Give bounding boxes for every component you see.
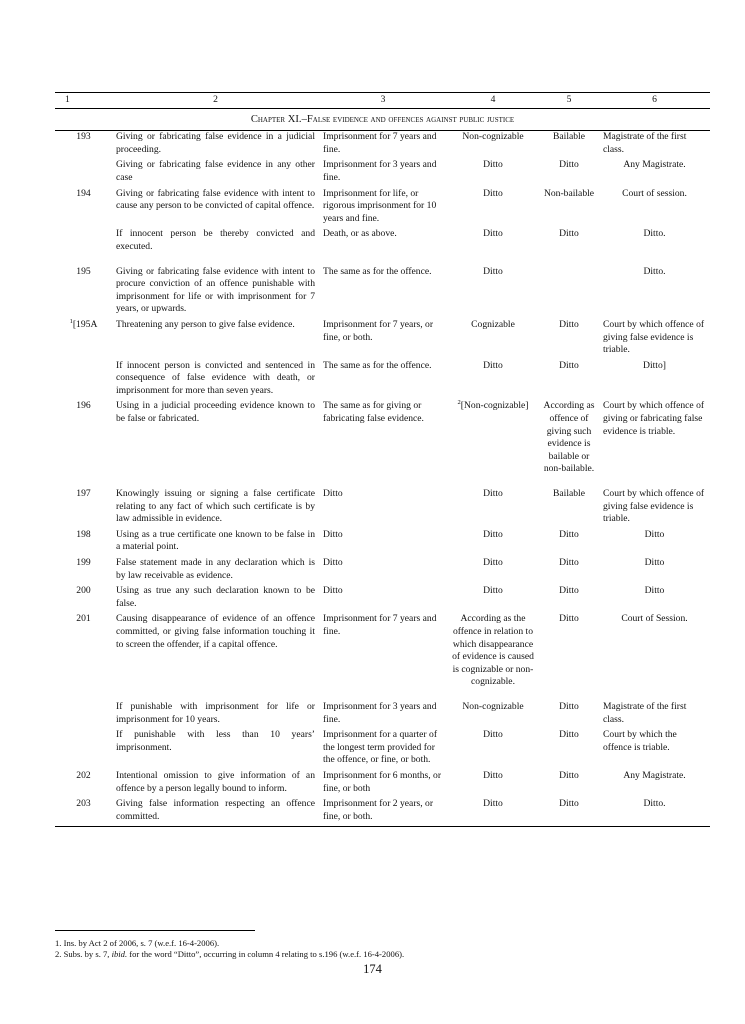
cognizable-cell-text: Ditto xyxy=(483,729,503,741)
punishment-cell-text: Imprisonment for 7 years, or fine, or both. xyxy=(323,318,434,343)
section-number xyxy=(55,228,112,265)
column-number: 3 xyxy=(319,93,447,109)
column-number: 5 xyxy=(539,93,599,109)
punishment-cell xyxy=(319,228,447,265)
punishment-cell xyxy=(319,319,447,360)
cognizable-cell xyxy=(447,488,539,529)
court-cell xyxy=(599,557,710,585)
section-number xyxy=(55,188,112,229)
court-cell xyxy=(599,159,710,187)
bailable-cell xyxy=(539,400,599,488)
cognizable-cell-text: Ditto xyxy=(483,585,503,597)
table-row xyxy=(55,798,710,827)
cognizable-cell-text: Non-cognizable xyxy=(462,700,524,712)
offence-cell xyxy=(112,159,319,187)
court-cell xyxy=(599,701,710,729)
court-cell-text: Ditto] xyxy=(643,359,666,371)
court-cell xyxy=(599,729,710,770)
section-number xyxy=(55,266,112,319)
section-number xyxy=(55,585,112,613)
bailable-cell xyxy=(539,131,599,160)
court-cell xyxy=(599,400,710,488)
cognizable-cell-text: Ditto xyxy=(483,359,503,371)
bailable-cell xyxy=(539,159,599,187)
punishment-cell xyxy=(319,488,447,529)
court-cell-text: Court by which the offence is triable. xyxy=(603,729,677,753)
punishment-cell-text: Ditto xyxy=(323,557,343,568)
court-cell xyxy=(599,266,710,319)
court-cell xyxy=(599,188,710,229)
offence-cell xyxy=(112,400,319,488)
table-row xyxy=(55,613,710,701)
punishment-cell xyxy=(319,701,447,729)
cognizable-cell xyxy=(447,529,539,557)
bailable-cell-text: According as offence of giving such evidence is bailable or non-bailable. xyxy=(543,400,595,475)
offence-cell xyxy=(112,557,319,585)
punishment-cell xyxy=(319,557,447,585)
punishment-cell xyxy=(319,613,447,701)
punishment-cell-text: Imprisonment for life, or rigorous imprisonment for 10 years and fine. xyxy=(323,187,437,224)
offence-cell-text: Giving or fabricating false evidence in any other case xyxy=(116,159,315,183)
offence-cell xyxy=(112,770,319,798)
bailable-cell xyxy=(539,585,599,613)
court-cell-text: Court by which offence of giving false evidence is triable. xyxy=(603,488,705,525)
punishment-cell-text: Imprisonment for 3 years and fine. xyxy=(323,159,437,183)
section-number xyxy=(55,131,112,160)
section-number xyxy=(55,400,112,488)
cognizable-cell xyxy=(447,585,539,613)
cognizable-cell xyxy=(447,770,539,798)
court-cell-text: Ditto. xyxy=(643,265,666,277)
column-number-row xyxy=(55,93,710,109)
cognizable-cell-text: Ditto xyxy=(483,265,503,277)
bailable-cell xyxy=(539,488,599,529)
offence-cell-text: Giving or fabricating false evidence with intent to cause any person to be convicted of capital offence. xyxy=(116,187,315,212)
cognizable-cell xyxy=(447,228,539,265)
section-number-text: 203 xyxy=(76,798,91,810)
table-row xyxy=(55,400,710,488)
footnote-1: 1. Ins. by Act 2 of 2006, s. 7 (w.e.f. 16-4-2006). xyxy=(55,938,220,948)
offence-cell xyxy=(112,131,319,160)
court-cell xyxy=(599,529,710,557)
court-cell-text: Magistrate of the first class. xyxy=(603,131,687,155)
punishment-cell xyxy=(319,529,447,557)
section-number xyxy=(55,798,112,827)
punishment-cell-text: The same as for giving or fabricating false evidence. xyxy=(323,400,424,425)
offence-cell-text: False statement made in any declaration which is by law receivable as evidence. xyxy=(116,557,315,581)
bailable-cell-text: Ditto xyxy=(559,769,579,781)
chapter-heading-row xyxy=(55,108,710,131)
section-number xyxy=(55,360,112,401)
court-cell-text: Ditto. xyxy=(643,228,666,240)
punishment-cell-text: The same as for the offence. xyxy=(323,359,432,371)
table-row xyxy=(55,585,710,613)
court-cell xyxy=(599,228,710,265)
section-number xyxy=(55,613,112,701)
offence-cell xyxy=(112,701,319,729)
bailable-cell xyxy=(539,319,599,360)
bailable-cell-text: Ditto xyxy=(559,585,579,597)
offence-cell-text: Intentional omission to give information of an offence by a person legally bound to inform. xyxy=(116,769,315,794)
bailable-cell-text: Ditto xyxy=(559,557,579,568)
table-row xyxy=(55,360,710,401)
bailable-cell-text: Ditto xyxy=(559,700,579,712)
bailable-cell xyxy=(539,266,599,319)
column-number: 4 xyxy=(447,93,539,109)
punishment-cell-text: Imprisonment for 7 years and fine. xyxy=(323,131,437,155)
bailable-cell-text: Bailable xyxy=(553,131,585,143)
bailable-cell-text: Ditto xyxy=(559,613,579,625)
punishment-cell-text: Death, or as above. xyxy=(323,228,397,240)
punishment-cell xyxy=(319,360,447,401)
court-cell-text: Court of Session. xyxy=(621,613,688,625)
section-number-text: 202 xyxy=(76,769,91,781)
offence-cell xyxy=(112,798,319,827)
bailable-cell-text: Non-bailable xyxy=(543,187,595,199)
court-cell-text: Court by which offence of giving false evidence is triable. xyxy=(603,318,705,356)
cognizable-cell-text: Ditto xyxy=(483,557,503,568)
section-number xyxy=(55,729,112,770)
bailable-cell xyxy=(539,613,599,701)
cognizable-cell-text: Ditto xyxy=(483,528,503,540)
footnote-2: 2. Subs. by s. 7, ibid. for the word “Ditto”, occurring in column 4 relating to s.196 (w.e.f. 16-4-2006). xyxy=(55,949,405,959)
punishment-cell-text: The same as for the offence. xyxy=(323,265,432,277)
cognizable-cell xyxy=(447,319,539,360)
bailable-cell-text: Bailable xyxy=(553,488,585,500)
column-number: 1 xyxy=(55,93,112,109)
cognizable-cell-text: Ditto xyxy=(483,187,503,199)
cognizable-cell xyxy=(447,360,539,401)
offence-cell xyxy=(112,266,319,319)
bailable-cell xyxy=(539,701,599,729)
cognizable-cell-text: Ditto xyxy=(483,488,503,500)
table-row xyxy=(55,529,710,557)
punishment-cell-text: Imprisonment for a quarter of the longest term provided for the offence, or fine, or both. xyxy=(323,729,438,766)
court-cell-text: Court by which offence of giving or fabricating false evidence is triable. xyxy=(603,400,705,437)
cognizable-cell-text: Ditto xyxy=(483,769,503,781)
cognizable-cell-text: Ditto xyxy=(483,228,503,240)
cognizable-cell xyxy=(447,701,539,729)
offence-cell-text: Using as true any such declaration known to be false. xyxy=(116,585,315,609)
cognizable-cell xyxy=(447,798,539,827)
section-number-text: 193 xyxy=(76,131,91,143)
cognizable-cell-text: Ditto xyxy=(483,159,503,171)
cognizable-cell xyxy=(447,400,539,488)
punishment-cell xyxy=(319,585,447,613)
offence-cell xyxy=(112,319,319,360)
table-row xyxy=(55,188,710,229)
offence-cell-text: Knowingly issuing or signing a false certificate relating to any fact of which such certificate is by law admissible in evidence. xyxy=(116,488,315,525)
court-cell xyxy=(599,613,710,701)
cognizable-cell-text: Non-cognizable xyxy=(462,131,524,143)
offence-cell-text: Giving false information respecting an offence committed. xyxy=(116,798,315,822)
bailable-cell xyxy=(539,557,599,585)
cognizable-cell xyxy=(447,557,539,585)
section-number xyxy=(55,770,112,798)
cognizable-cell-text: Cognizable xyxy=(471,318,515,330)
section-number-text: 201 xyxy=(76,613,91,625)
court-cell-text: Ditto. xyxy=(643,798,666,810)
cognizable-cell xyxy=(447,729,539,770)
offence-cell xyxy=(112,488,319,529)
section-number-text: 197 xyxy=(76,488,91,500)
punishment-cell-text: Ditto xyxy=(323,528,343,540)
cognizable-cell xyxy=(447,159,539,187)
cognizable-cell xyxy=(447,266,539,319)
offence-cell xyxy=(112,613,319,701)
cognizable-cell-text: [Non-cognizable] xyxy=(460,400,529,412)
section-number xyxy=(55,701,112,729)
table-row xyxy=(55,131,710,160)
offence-cell xyxy=(112,188,319,229)
table-row xyxy=(55,319,710,360)
chapter-title: Chapter XI.–False evidence and offences against public justice xyxy=(55,108,710,131)
punishment-cell xyxy=(319,770,447,798)
court-cell xyxy=(599,488,710,529)
bailable-cell xyxy=(539,798,599,827)
bailable-cell xyxy=(539,188,599,229)
bailable-cell-text: Ditto xyxy=(559,318,579,330)
court-cell-text: Ditto xyxy=(644,557,665,568)
offence-cell-text: Threatening any person to give false evidence. xyxy=(116,318,295,330)
bailable-cell-text: Ditto xyxy=(559,228,579,240)
table-row xyxy=(55,701,710,729)
offence-cell-text: If punishable with less than 10 years’ imprisonment. xyxy=(116,729,315,753)
column-number: 6 xyxy=(599,93,710,109)
section-number-text: 199 xyxy=(76,557,91,568)
court-cell xyxy=(599,770,710,798)
court-cell xyxy=(599,131,710,160)
footnotes xyxy=(55,938,710,960)
punishment-cell xyxy=(319,400,447,488)
offence-cell xyxy=(112,529,319,557)
bailable-cell xyxy=(539,729,599,770)
table-row xyxy=(55,729,710,770)
punishment-cell-text: Ditto xyxy=(323,488,343,500)
offence-cell-text: Using as a true certificate one known to be false in a material point. xyxy=(116,528,315,553)
offence-cell xyxy=(112,228,319,265)
cognizable-cell xyxy=(447,131,539,160)
punishment-cell xyxy=(319,131,447,160)
section-number-text: 198 xyxy=(76,528,91,540)
cognizable-cell xyxy=(447,613,539,701)
cognizable-cell xyxy=(447,188,539,229)
bailable-cell-text: Ditto xyxy=(559,729,579,741)
table-row xyxy=(55,159,710,187)
punishment-cell xyxy=(319,159,447,187)
court-cell-text: Ditto xyxy=(644,585,665,597)
bailable-cell xyxy=(539,529,599,557)
section-number xyxy=(55,529,112,557)
footnote-divider xyxy=(55,930,255,931)
bailable-cell-text: Ditto xyxy=(559,528,579,540)
bailable-cell-text: Ditto xyxy=(559,798,579,810)
court-cell-text: Ditto xyxy=(644,528,665,540)
punishment-cell-text: Ditto xyxy=(323,585,343,597)
offence-table xyxy=(55,92,710,827)
section-number xyxy=(55,159,112,187)
section-number xyxy=(55,319,112,360)
bailable-cell-text: Ditto xyxy=(559,359,579,371)
offence-cell xyxy=(112,729,319,770)
section-number-text: [195A xyxy=(72,318,98,330)
table-row xyxy=(55,266,710,319)
punishment-cell xyxy=(319,798,447,827)
punishment-cell-text: Imprisonment for 3 years and fine. xyxy=(323,700,437,725)
court-cell-text: Magistrate of the first class. xyxy=(603,700,687,725)
table-row xyxy=(55,557,710,585)
court-cell xyxy=(599,319,710,360)
court-cell-text: Any Magistrate. xyxy=(623,769,686,781)
court-cell-text: Court of session. xyxy=(622,187,687,199)
cognizable-cell-text: Ditto xyxy=(483,798,503,810)
court-cell xyxy=(599,798,710,827)
table-row xyxy=(55,228,710,265)
punishment-cell-text: Imprisonment for 6 months, or fine, or both xyxy=(323,769,442,794)
section-number xyxy=(55,488,112,529)
table-row xyxy=(55,488,710,529)
bailable-cell xyxy=(539,228,599,265)
offence-cell-text: If punishable with imprisonment for life or imprisonment for 10 years. xyxy=(116,700,315,725)
offence-cell-text: Using in a judicial proceeding evidence known to be false or fabricated. xyxy=(116,400,315,425)
page-number: 174 xyxy=(363,962,382,976)
footnote-marker: 2 xyxy=(457,399,461,407)
punishment-cell xyxy=(319,266,447,319)
column-number: 2 xyxy=(112,93,319,109)
footnote-marker: 1 xyxy=(69,317,73,325)
court-cell xyxy=(599,360,710,401)
offence-cell xyxy=(112,360,319,401)
punishment-cell xyxy=(319,188,447,229)
punishment-cell xyxy=(319,729,447,770)
offence-cell-text: Giving or fabricating false evidence with intent to procure conviction of an offence punishable with imprisonment for life or with imprisonment for 7 years, or upwards. xyxy=(116,265,315,315)
section-number-text: 194 xyxy=(76,187,91,199)
offence-cell-text: Giving or fabricating false evidence in a judicial proceeding. xyxy=(116,131,315,155)
bailable-cell-text: Ditto xyxy=(559,159,579,171)
section-number xyxy=(55,557,112,585)
offence-cell-text: If innocent person is convicted and sentenced in consequence of false evidence with death, or imprisonment for more than seven years. xyxy=(116,359,315,396)
bailable-cell xyxy=(539,360,599,401)
court-cell xyxy=(599,585,710,613)
table-row xyxy=(55,770,710,798)
offence-cell-text: Causing disappearance of evidence of an offence committed, or giving false information touching it to screen the offender, if a capital offence. xyxy=(116,613,315,650)
section-number-text: 195 xyxy=(76,265,91,277)
bailable-cell xyxy=(539,770,599,798)
offence-cell xyxy=(112,585,319,613)
offence-cell-text: If innocent person be thereby convicted and executed. xyxy=(116,228,315,252)
court-cell-text: Any Magistrate. xyxy=(623,159,686,171)
section-number-text: 200 xyxy=(76,585,91,597)
cognizable-cell-text: According as the offence in relation to which disappearance of evidence is caused is cognizable or non-cognizable. xyxy=(452,613,534,688)
punishment-cell-text: Imprisonment for 2 years, or fine, or both. xyxy=(323,798,434,822)
punishment-cell-text: Imprisonment for 7 years and fine. xyxy=(323,613,437,637)
section-number-text: 196 xyxy=(76,400,91,412)
